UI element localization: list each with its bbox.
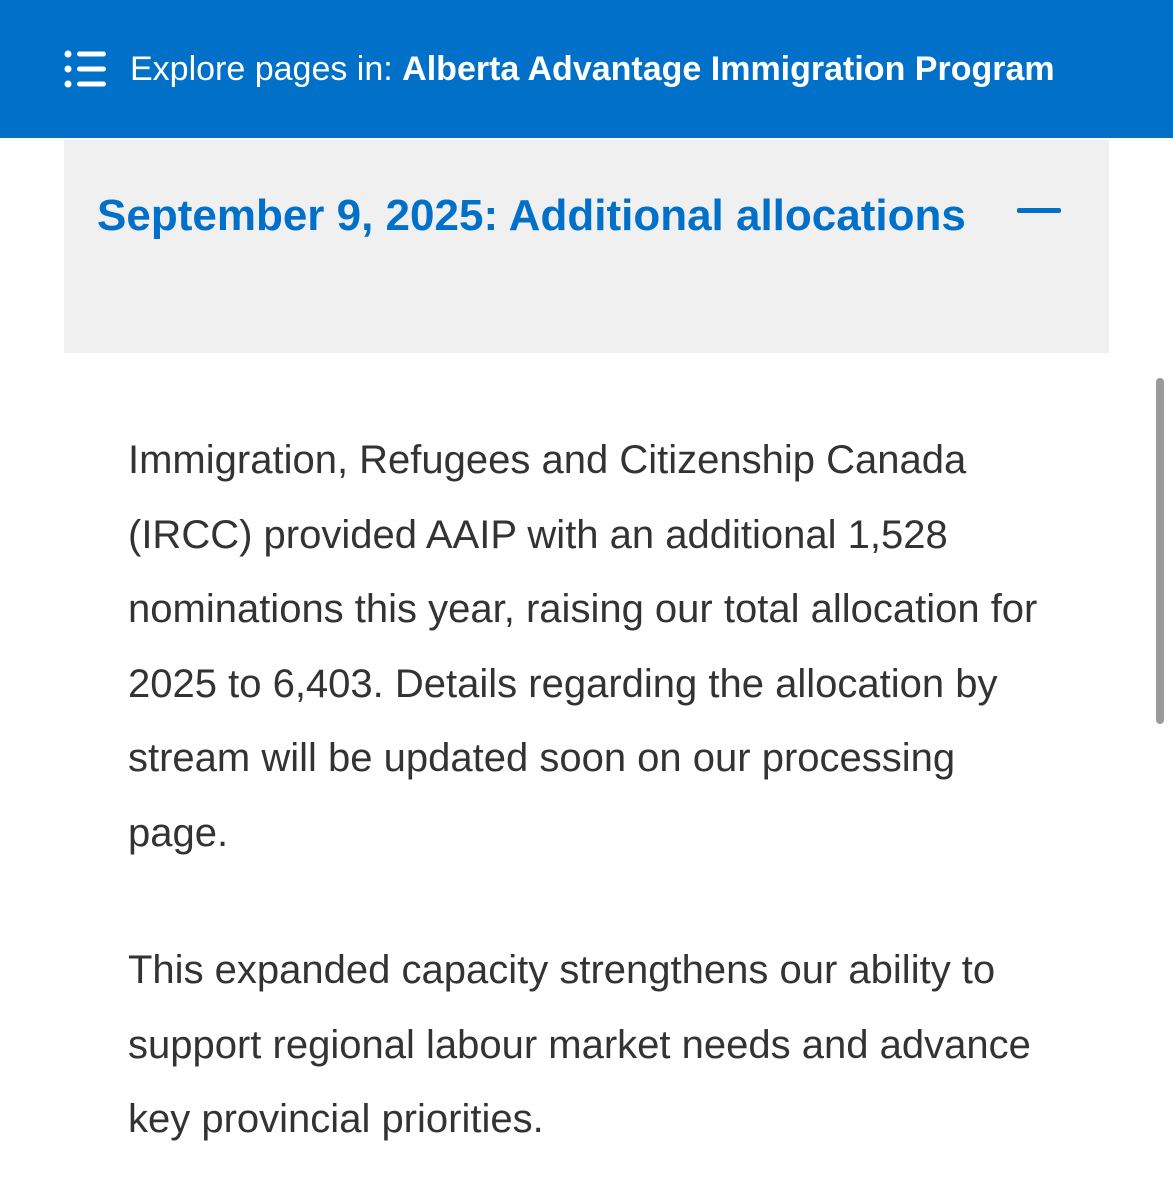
accordion-header[interactable] [64, 140, 1109, 353]
explore-pages-prefix: Explore pages in: [130, 49, 403, 88]
minus-icon[interactable] [1017, 208, 1061, 213]
accordion-title: September 9, 2025: Additional allocations [97, 191, 966, 240]
content-paragraph: This expanded capacity strengthens our ability to support regional labour market needs and advance key provincial priorities. [128, 948, 1031, 1141]
list-icon [64, 49, 106, 89]
content-paragraph: Immigration, Refugees and Citizenship Canada (IRCC) provided AAIP with an additional 1,528 nominations this year, raising our total allocation for 2025 to 6,403. Details regarding the allocation by stream will be updated soon on our processing page. [128, 438, 1038, 855]
scrollbar-thumb[interactable] [1156, 378, 1164, 724]
program-name: Alberta Advantage Immigration Program [402, 49, 1055, 88]
explore-pages-label [130, 50, 1055, 89]
explore-pages-bar[interactable] [0, 0, 1173, 138]
accordion-content [128, 423, 1058, 1157]
